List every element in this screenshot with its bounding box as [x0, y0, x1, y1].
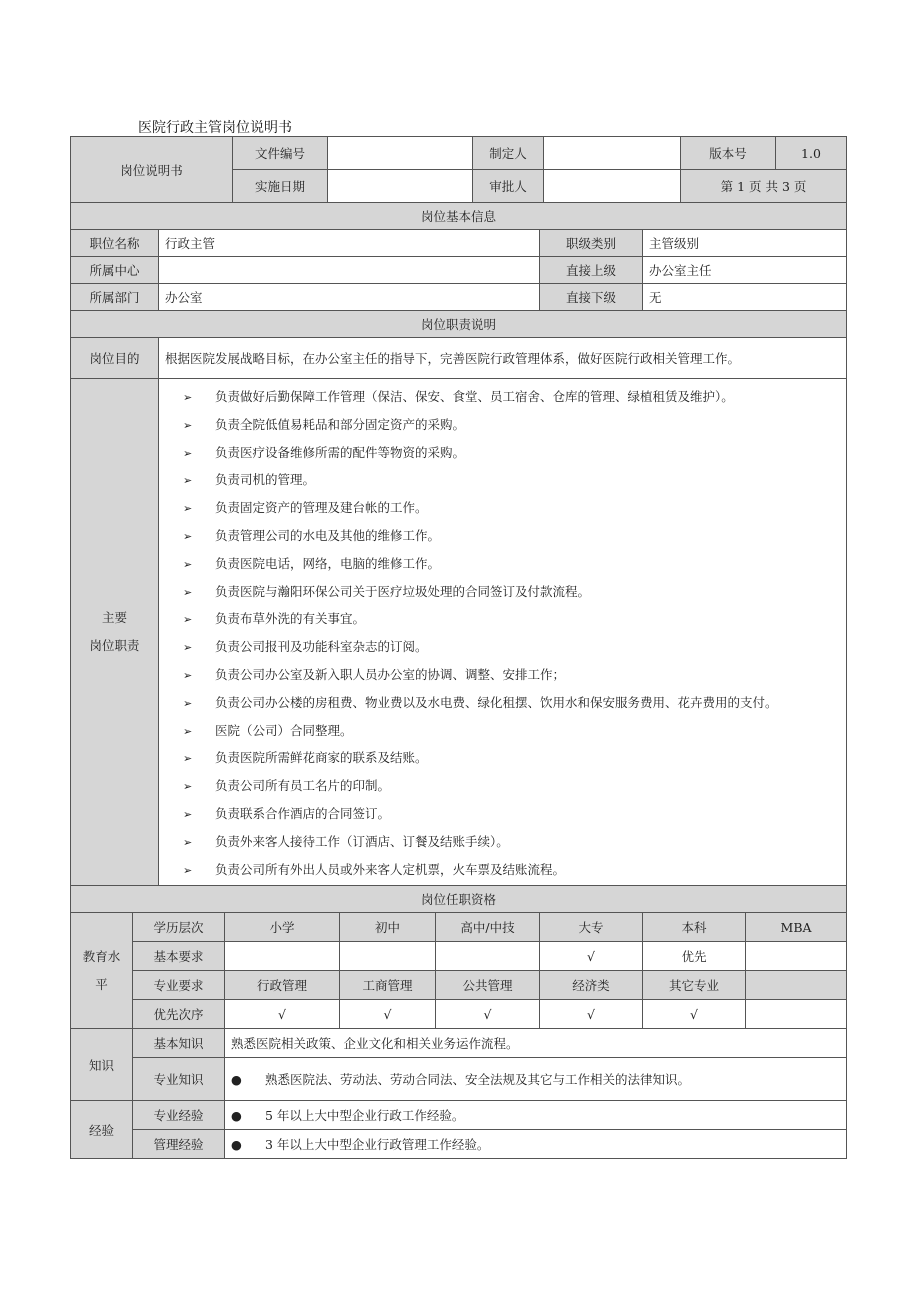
subordinate-label: 直接下级 — [540, 284, 643, 311]
level-senior: 高中/中技 — [436, 913, 540, 942]
department-label: 所属部门 — [71, 284, 159, 311]
subordinate-value: 无 — [643, 284, 847, 311]
arrow-icon: ➢ — [183, 502, 193, 516]
center-label: 所属中心 — [71, 257, 159, 284]
duties-cell — [159, 379, 847, 886]
mgmt-exp-cell — [225, 1130, 847, 1159]
arrow-icon: ➢ — [183, 863, 193, 877]
major-cell: 经济类 — [540, 971, 643, 1000]
duty-item: ➢ 负责做好后勤保障工作管理（保洁、保安、食堂、员工宿舍、仓库的管理、绿植租赁及维护）。 — [183, 383, 840, 411]
header-label: 岗位说明书 — [71, 137, 233, 203]
date-value — [328, 170, 473, 203]
arrow-icon: ➢ — [183, 835, 193, 849]
level-junior: 初中 — [340, 913, 436, 942]
basic-req-cell: √ — [540, 942, 643, 971]
position-name-label: 职位名称 — [71, 230, 159, 257]
duty-item: ➢ 负责公司所有员工名片的印制。 — [183, 772, 840, 800]
level-bachelor: 本科 — [643, 913, 746, 942]
basic-knowledge-text: 熟悉医院相关政策、企业文化和相关业务运作流程。 — [225, 1029, 847, 1058]
mgmt-exp-text: 3 年以上大中型企业行政管理工作经验。 — [265, 1137, 490, 1153]
basic-req-cell — [746, 942, 847, 971]
major-cell: 其它专业 — [643, 971, 746, 1000]
arrow-icon: ➢ — [183, 752, 193, 766]
duty-item: ➢ 负责外来客人接待工作（订酒店、订餐及结账手续）。 — [183, 828, 840, 856]
page-indicator: 第 1 页 共 3 页 — [681, 170, 847, 203]
education-label — [71, 913, 133, 1029]
arrow-icon: ➢ — [183, 613, 193, 627]
education-label-line1: 教育水 — [82, 948, 121, 964]
purpose-label: 岗位目的 — [71, 338, 159, 379]
basic-knowledge-label: 基本知识 — [133, 1029, 225, 1058]
duty-item: ➢ 负责固定资产的管理及建台帐的工作。 — [183, 494, 840, 522]
priority-cell: √ — [643, 1000, 746, 1029]
bullet-icon: ● — [231, 1108, 242, 1124]
version-label: 版本号 — [681, 137, 776, 170]
priority-cell — [746, 1000, 847, 1029]
pro-knowledge-text: 熟悉医院法、劳动法、劳动合同法、安全法规及其它与工作相关的法律知识。 — [265, 1072, 691, 1088]
purpose-text: 根据医院发展战略目标，在办公室主任的指导下，完善医院行政管理体系，做好医院行政相关管理工作。 — [159, 338, 847, 379]
major-cell — [746, 971, 847, 1000]
knowledge-label: 知识 — [71, 1029, 133, 1101]
level-label: 学历层次 — [133, 913, 225, 942]
date-label: 实施日期 — [233, 170, 328, 203]
approver-value — [544, 170, 681, 203]
version-value: 1.0 — [776, 137, 847, 170]
main-duties-label — [71, 379, 159, 886]
duty-item: ➢ 负责医院电话，网络，电脑的维修工作。 — [183, 550, 840, 578]
duty-item: ➢ 负责公司所有外出人员或外来客人定机票，火车票及结账流程。 — [183, 856, 840, 884]
duty-item: ➢ 负责联系合作酒店的合同签订。 — [183, 800, 840, 828]
arrow-icon: ➢ — [183, 585, 193, 599]
duty-list — [165, 379, 840, 885]
level-primary: 小学 — [225, 913, 340, 942]
arrow-icon: ➢ — [183, 696, 193, 710]
basic-req-cell — [225, 942, 340, 971]
level-college: 大专 — [540, 913, 643, 942]
pro-exp-cell — [225, 1101, 847, 1130]
priority-cell: √ — [225, 1000, 340, 1029]
duty-item: ➢ 负责公司办公楼的房租费、物业费以及水电费、绿化租摆、饮用水和保安服务费用、花卉费用的支付。 — [183, 689, 840, 717]
maker-label: 制定人 — [473, 137, 544, 170]
level-mba: MBA — [746, 913, 847, 942]
pro-exp-label: 专业经验 — [133, 1101, 225, 1130]
major-cell: 工商管理 — [340, 971, 436, 1000]
arrow-icon: ➢ — [183, 418, 193, 432]
arrow-icon: ➢ — [183, 668, 193, 682]
arrow-icon: ➢ — [183, 529, 193, 543]
department-value: 办公室 — [159, 284, 540, 311]
superior-value: 办公室主任 — [643, 257, 847, 284]
approver-label: 审批人 — [473, 170, 544, 203]
bullet-icon: ● — [231, 1072, 242, 1088]
main-table — [70, 202, 847, 1159]
header-table — [70, 136, 847, 203]
duty-item: ➢ 负责医疗设备维修所需的配件等物资的采购。 — [183, 439, 840, 467]
arrow-icon: ➢ — [183, 780, 193, 794]
doc-no-label: 文件编号 — [233, 137, 328, 170]
major-cell: 公共管理 — [436, 971, 540, 1000]
arrow-icon: ➢ — [183, 807, 193, 821]
mgmt-exp-label: 管理经验 — [133, 1130, 225, 1159]
duty-item: ➢ 负责医院与瀚阳环保公司关于医疗垃圾处理的合同签订及付款流程。 — [183, 578, 840, 606]
education-label-line2: 平 — [95, 976, 108, 992]
duty-item: ➢ 负责公司办公室及新入职人员办公室的协调、调整、安排工作； — [183, 661, 840, 689]
main-duties-label-line1: 主要 — [101, 610, 127, 626]
duty-item: ➢ 负责司机的管理。 — [183, 466, 840, 494]
main-duties-label-line2: 岗位职责 — [89, 638, 140, 654]
arrow-icon: ➢ — [183, 391, 193, 404]
pro-knowledge-label: 专业知识 — [133, 1058, 225, 1101]
duty-item: ➢ 负责医院所需鲜花商家的联系及结账。 — [183, 744, 840, 772]
priority-cell: √ — [340, 1000, 436, 1029]
document-title: 医院行政主管岗位说明书 — [138, 120, 292, 136]
section-duties: 岗位职责说明 — [71, 311, 847, 338]
arrow-icon: ➢ — [183, 557, 193, 571]
priority-label: 优先次序 — [133, 1000, 225, 1029]
priority-cell: √ — [540, 1000, 643, 1029]
basic-req-cell — [340, 942, 436, 971]
basic-req-label: 基本要求 — [133, 942, 225, 971]
grade-value: 主管级别 — [643, 230, 847, 257]
major-label: 专业要求 — [133, 971, 225, 1000]
basic-req-cell: 优先 — [643, 942, 746, 971]
section-basic-info: 岗位基本信息 — [71, 203, 847, 230]
doc-no-value — [328, 137, 473, 170]
center-value — [159, 257, 540, 284]
arrow-icon: ➢ — [183, 641, 193, 655]
maker-value — [544, 137, 681, 170]
basic-req-cell — [436, 942, 540, 971]
pro-exp-text: 5 年以上大中型企业行政工作经验。 — [265, 1108, 465, 1124]
grade-label: 职级类别 — [540, 230, 643, 257]
superior-label: 直接上级 — [540, 257, 643, 284]
bullet-icon: ● — [231, 1137, 242, 1153]
duty-item: ➢ 负责管理公司的水电及其他的维修工作。 — [183, 522, 840, 550]
arrow-icon: ➢ — [183, 724, 193, 738]
section-qualifications: 岗位任职资格 — [71, 886, 847, 913]
duty-item: ➢ 负责全院低值易耗品和部分固定资产的采购。 — [183, 411, 840, 439]
position-name-value: 行政主管 — [159, 230, 540, 257]
pro-knowledge-cell — [225, 1058, 847, 1101]
arrow-icon: ➢ — [183, 446, 193, 460]
arrow-icon: ➢ — [183, 474, 193, 488]
priority-cell: √ — [436, 1000, 540, 1029]
duty-item: ➢ 负责公司报刊及功能科室杂志的订阅。 — [183, 633, 840, 661]
major-cell: 行政管理 — [225, 971, 340, 1000]
experience-label: 经验 — [71, 1101, 133, 1159]
duty-item: ➢ 医院（公司）合同整理。 — [183, 717, 840, 745]
duty-item: ➢ 负责布草外洗的有关事宜。 — [183, 605, 840, 633]
